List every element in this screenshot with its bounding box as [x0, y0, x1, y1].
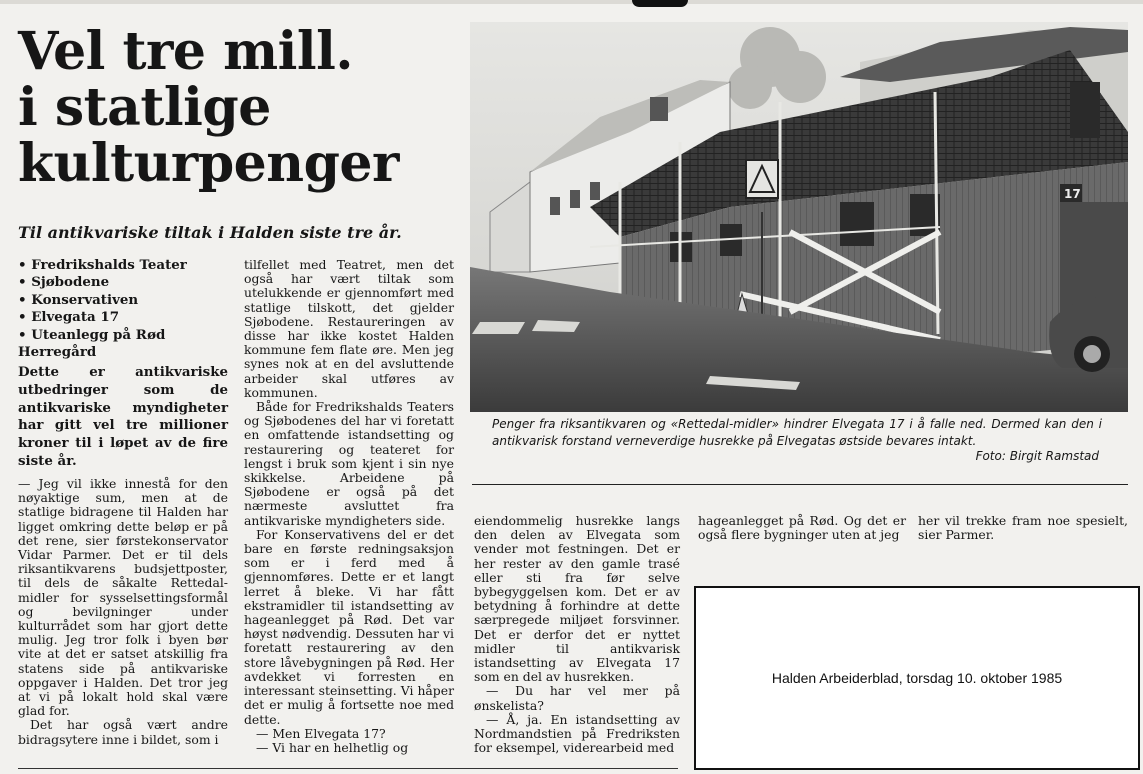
paragraph: — Men Elvegata 17?	[256, 725, 386, 741]
article-column-4	[698, 514, 906, 542]
bullet-list	[18, 257, 220, 361]
bullet-item: • Elvegata 17	[18, 309, 120, 326]
article-column-5	[918, 514, 1128, 542]
headline-line-1: Vel tre mill.	[18, 21, 354, 82]
article-column-3	[474, 514, 680, 755]
headline-line-3: kulturpenger	[18, 133, 399, 194]
bullet-item: • Fredrikshalds Teater	[18, 257, 187, 273]
paragraph: Både for Fredrikshalds Teaters og Sjøbodenes del har vi foretatt en omfattende istandsetting og restaurering og teateret for lengst i bruk som kjent i sin nye skikkelse. Arbeidene på Sjøbodene er også på det nærmeste avsluttet fra antikvariske myndigheters side.	[244, 399, 454, 528]
street-photo	[470, 22, 1128, 412]
bullet-item: • Sjøbodene	[18, 274, 110, 291]
photo-caption: Penger fra riksantikvaren og «Rettedal-midler» hindrer Elvegata 17 i å falle ned. Dermed kan den i antikvarisk forstand verneverdige husrekke på Elvegatas østside bevares intakt.	[492, 417, 1102, 448]
headline-line-2: i statlige	[18, 77, 271, 138]
source-label: Halden Arbeiderblad, torsdag 10. oktober 1985	[771, 670, 1063, 686]
source-label-box	[694, 586, 1140, 770]
article-column-2	[244, 258, 454, 755]
paragraph: hageanlegget på Rød. Og det er også flere bygninger uten at jeg	[698, 513, 906, 543]
paragraph: her vil trekke fram noe spesielt, sier Parmer.	[918, 513, 1128, 543]
subheadline: Til antikvariske tiltak i Halden siste tre år.	[18, 223, 402, 242]
bullet-item: • Konservativen	[18, 291, 139, 308]
section-divider	[472, 484, 1128, 485]
paragraph: — Du har vel mer på ønskelista?	[474, 683, 680, 713]
footer-rule	[18, 768, 678, 769]
paragraph: tilfellet med Teatret, men det også har vært tiltak som utelukkende er gjennomført med statlige tilskott, det gjelder Sjøbodene. Restaureringen av disse har ikke kostet Halden kommune fem flate øre. Men jeg synes nok at en del avsluttende arbeider skal utføres av kommunen.	[244, 257, 454, 400]
house-number: 17	[1064, 187, 1081, 201]
photo-credit: Foto: Birgit Ramstad	[975, 449, 1099, 463]
headline	[18, 21, 468, 194]
paragraph: eiendommelig husrekke langs den delen av Elvegata som vender mot festningen. Det er her rester av den gamle trasé eller sti fra før selve bybegyggelsen kom. Det er av betydning å forhindre at dette særpregede miljøet forsvinner. Det er derfor det er nyttet midler til antikvarisk istandsetting av Elvegata 17 som en del av husrekken.	[474, 513, 680, 685]
bullet-item: • Uteanlegg på Rød Herregård	[18, 326, 166, 361]
lead-paragraph: Dette er antikvariske utbedringer som de antikvariske myndigheter har gitt vel tre millioner kroner til i løpet av de fire siste år.	[18, 364, 228, 469]
article-column-1	[18, 477, 228, 747]
clipped-letter-fragment	[632, 0, 688, 7]
paragraph: Det har også vært andre bidragsytere inne i bildet, som i	[18, 717, 228, 747]
page-top-edge	[0, 0, 1143, 4]
paragraph: For Konservativens del er det bare en første redningsaksjon som er i ferd med å gjennomføres. Dette er et langt lerret å bleke. Vi har fått ekstramidler til istandsetting av hageanlegget på Rød. Det var høyst nødvendig. Dessuten har vi foretatt restaurering av den store låvebygningen på Rød. Her avdekket vi forresten en interessant steinsetting. Vi håper det er mulig å fortsette noe med dette.	[244, 526, 454, 727]
paragraph: — Jeg vil ikke innestå for den nøyaktige sum, men at de statlige bidragene til Halden har ligget omkring dette beløp er på det rene, sier førstekonservator Vidar Parmer. Det er til dels riksantikvarens budsjettposter, til dels de såkalte Rettedal-midler for sysselsettingsformål og bevilgninger under kulturrådet som har gjort dette mulig. Jeg tror folk i byen bør vite at det er satset atskillig fra statens side på antikvariske oppgaver i Halden. Det tror jeg at vi på lokalt hold skal være glad for.	[18, 476, 228, 719]
paragraph: — Å, ja. En istandsetting av Nordmandstien på Fredriksten for eksempel, viderearbeid med	[474, 711, 680, 756]
paragraph: — Vi har en helhetlig og	[256, 739, 409, 755]
